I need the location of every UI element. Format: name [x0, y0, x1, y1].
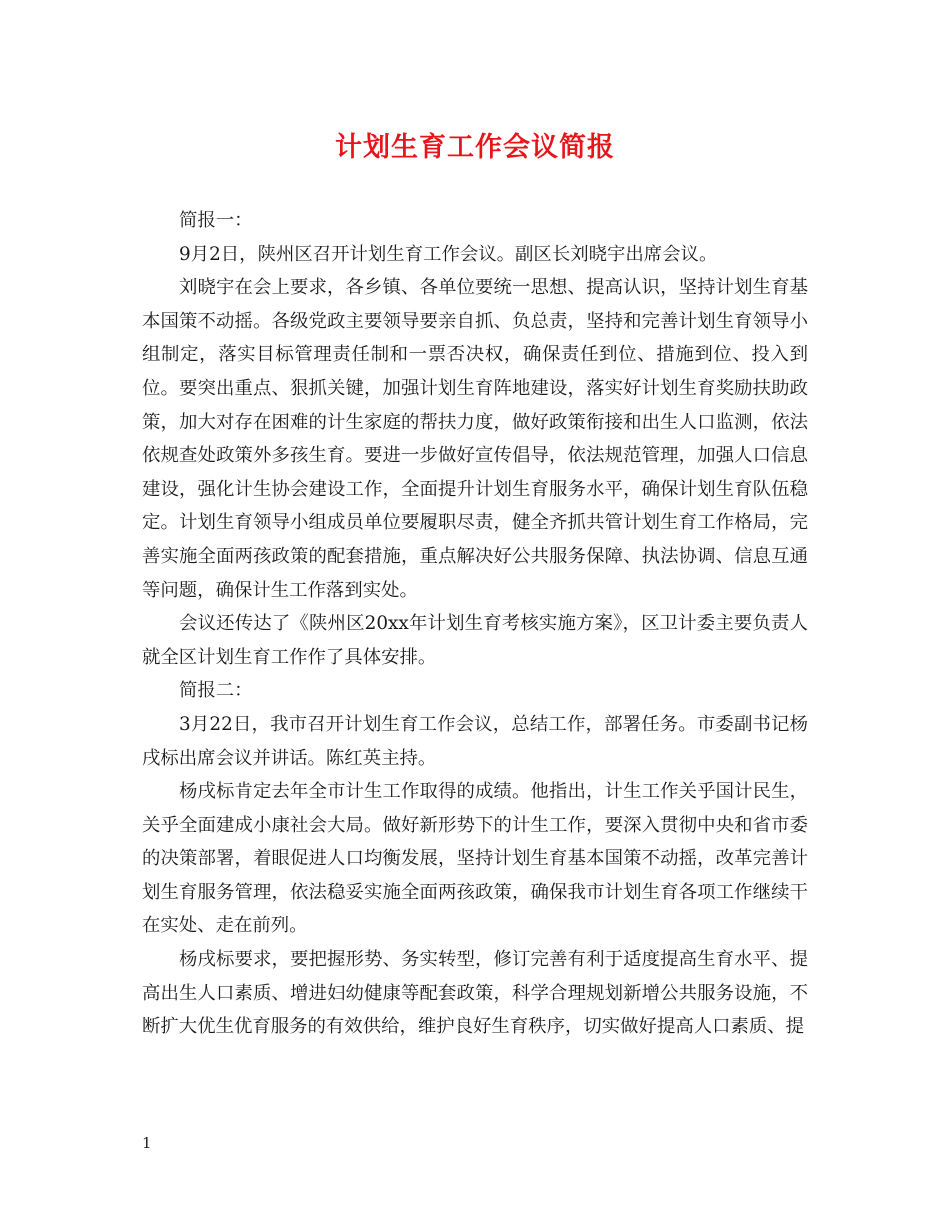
- document-title: 计划生育工作会议简报: [335, 132, 615, 163]
- paragraph: 9月2日，陕州区召开计划生育工作会议。副区长刘晓宇出席会议。: [179, 243, 718, 265]
- paragraph-section-label-1: 简报一：: [179, 210, 253, 231]
- paragraph: 3月22日，我市召开计划生育工作会议，总结工作，部署任务。市委副书记杨戌标出席会议并讲话。陈红英主持。: [142, 713, 808, 769]
- page-number: 1: [142, 1134, 152, 1152]
- paragraph: 杨戌标要求，要把握形势、务实转型，修订完善有利于适度提高生育水平、提高出生人口素质、增进妇幼健康等配套政策，科学合理规划新增公共服务设施，不断扩大优生优育服务的有效供给，维护良好生育秩序，切实做好提高人口素质、提: [142, 949, 808, 1038]
- document-body: [142, 204, 808, 1044]
- paragraph-section-label-2: 简报二：: [179, 680, 253, 702]
- paragraph: 会议还传达了《陕州区20xx年计划生育考核实施方案》，区卫计委主要负责人就全区计划生育工作作了具体安排。: [142, 613, 808, 668]
- paragraph: 刘晓宇在会上要求，各乡镇、各单位要统一思想、提高认识，坚持计划生育基本国策不动摇。各级党政主要领导要亲自抓、负总责，坚持和完善计划生育领导小组制定，落实目标管理责任制和一票否决权，确保责任到位、措施到位、投入到位。要突出重点、狠抓关键，加强计划生育阵地建设，落实好计划生育奖励扶助政策，加大对存在困难的计生家庭的帮扶力度，做好政策衔接和出生人口监测，依法依规查处政策外多孩生育。要进一步做好宣传倡导，依法规范管理，加强人口信息建设，强化计生协会建设工作，全面提升计划生育服务水平，确保计划生育队伍稳定。计划生育领导小组成员单位要履职尽责，健全齐抓共管计划生育工作格局，完善实施全面两孩政策的配套措施，重点解决好公共服务保障、执法协调、信息互通等问题，确保计生工作落到实处。: [142, 277, 808, 601]
- paragraph: 杨戌标肯定去年全市计生工作取得的成绩。他指出，计生工作关乎国计民生，关乎全面建成小康社会大局。做好新形势下的计生工作，要深入贯彻中央和省市委的决策部署，着眼促进人口均衡发展，坚持计划生育基本国策不动摇，改革完善计划生育服务管理，依法稳妥实施全面两孩政策，确保我市计划生育各项工作继续干在实处、走在前列。: [142, 781, 808, 937]
